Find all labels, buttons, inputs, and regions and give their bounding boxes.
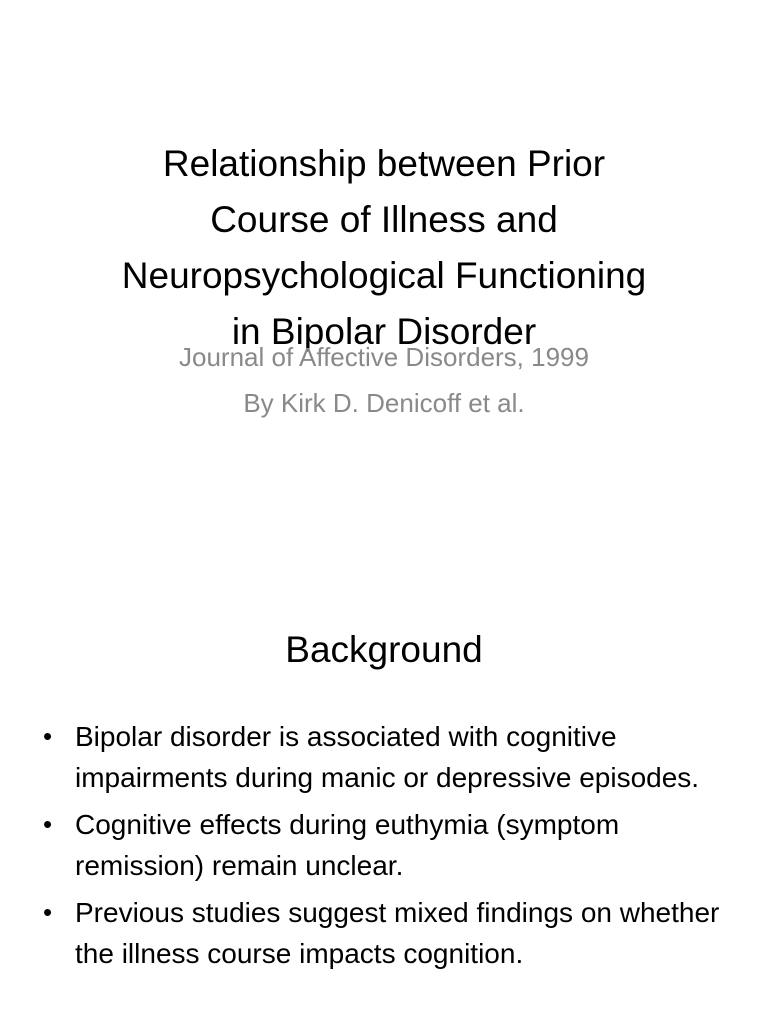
background-slide xyxy=(0,576,768,1024)
bullet-dot-icon: • xyxy=(43,721,53,751)
bullet-item xyxy=(40,716,740,798)
bullet-item xyxy=(40,804,740,886)
bullet-text: Cognitive effects during euthymia (symptom remission) remain unclear. xyxy=(75,809,620,881)
slide-title: Relationship between Prior Course of Illness and Neuropsychological Functioning in Bipolar Disorder xyxy=(121,143,647,352)
bullet-list xyxy=(40,716,740,980)
author-line: By Kirk D. Denicoff et al. xyxy=(243,388,525,418)
bullet-dot-icon: • xyxy=(43,809,53,839)
section-title: Background xyxy=(285,629,483,670)
journal-citation: Journal of Affective Disorders, 1999 xyxy=(179,342,589,372)
bullet-dot-icon: • xyxy=(43,897,53,927)
bullet-text: Previous studies suggest mixed findings on whether the illness course impacts cognition. xyxy=(75,897,720,969)
bullet-text: Bipolar disorder is associated with cognitive impairments during manic or depressive episodes. xyxy=(75,721,700,793)
slide-subtitle xyxy=(40,334,728,426)
bullet-item xyxy=(40,892,740,974)
